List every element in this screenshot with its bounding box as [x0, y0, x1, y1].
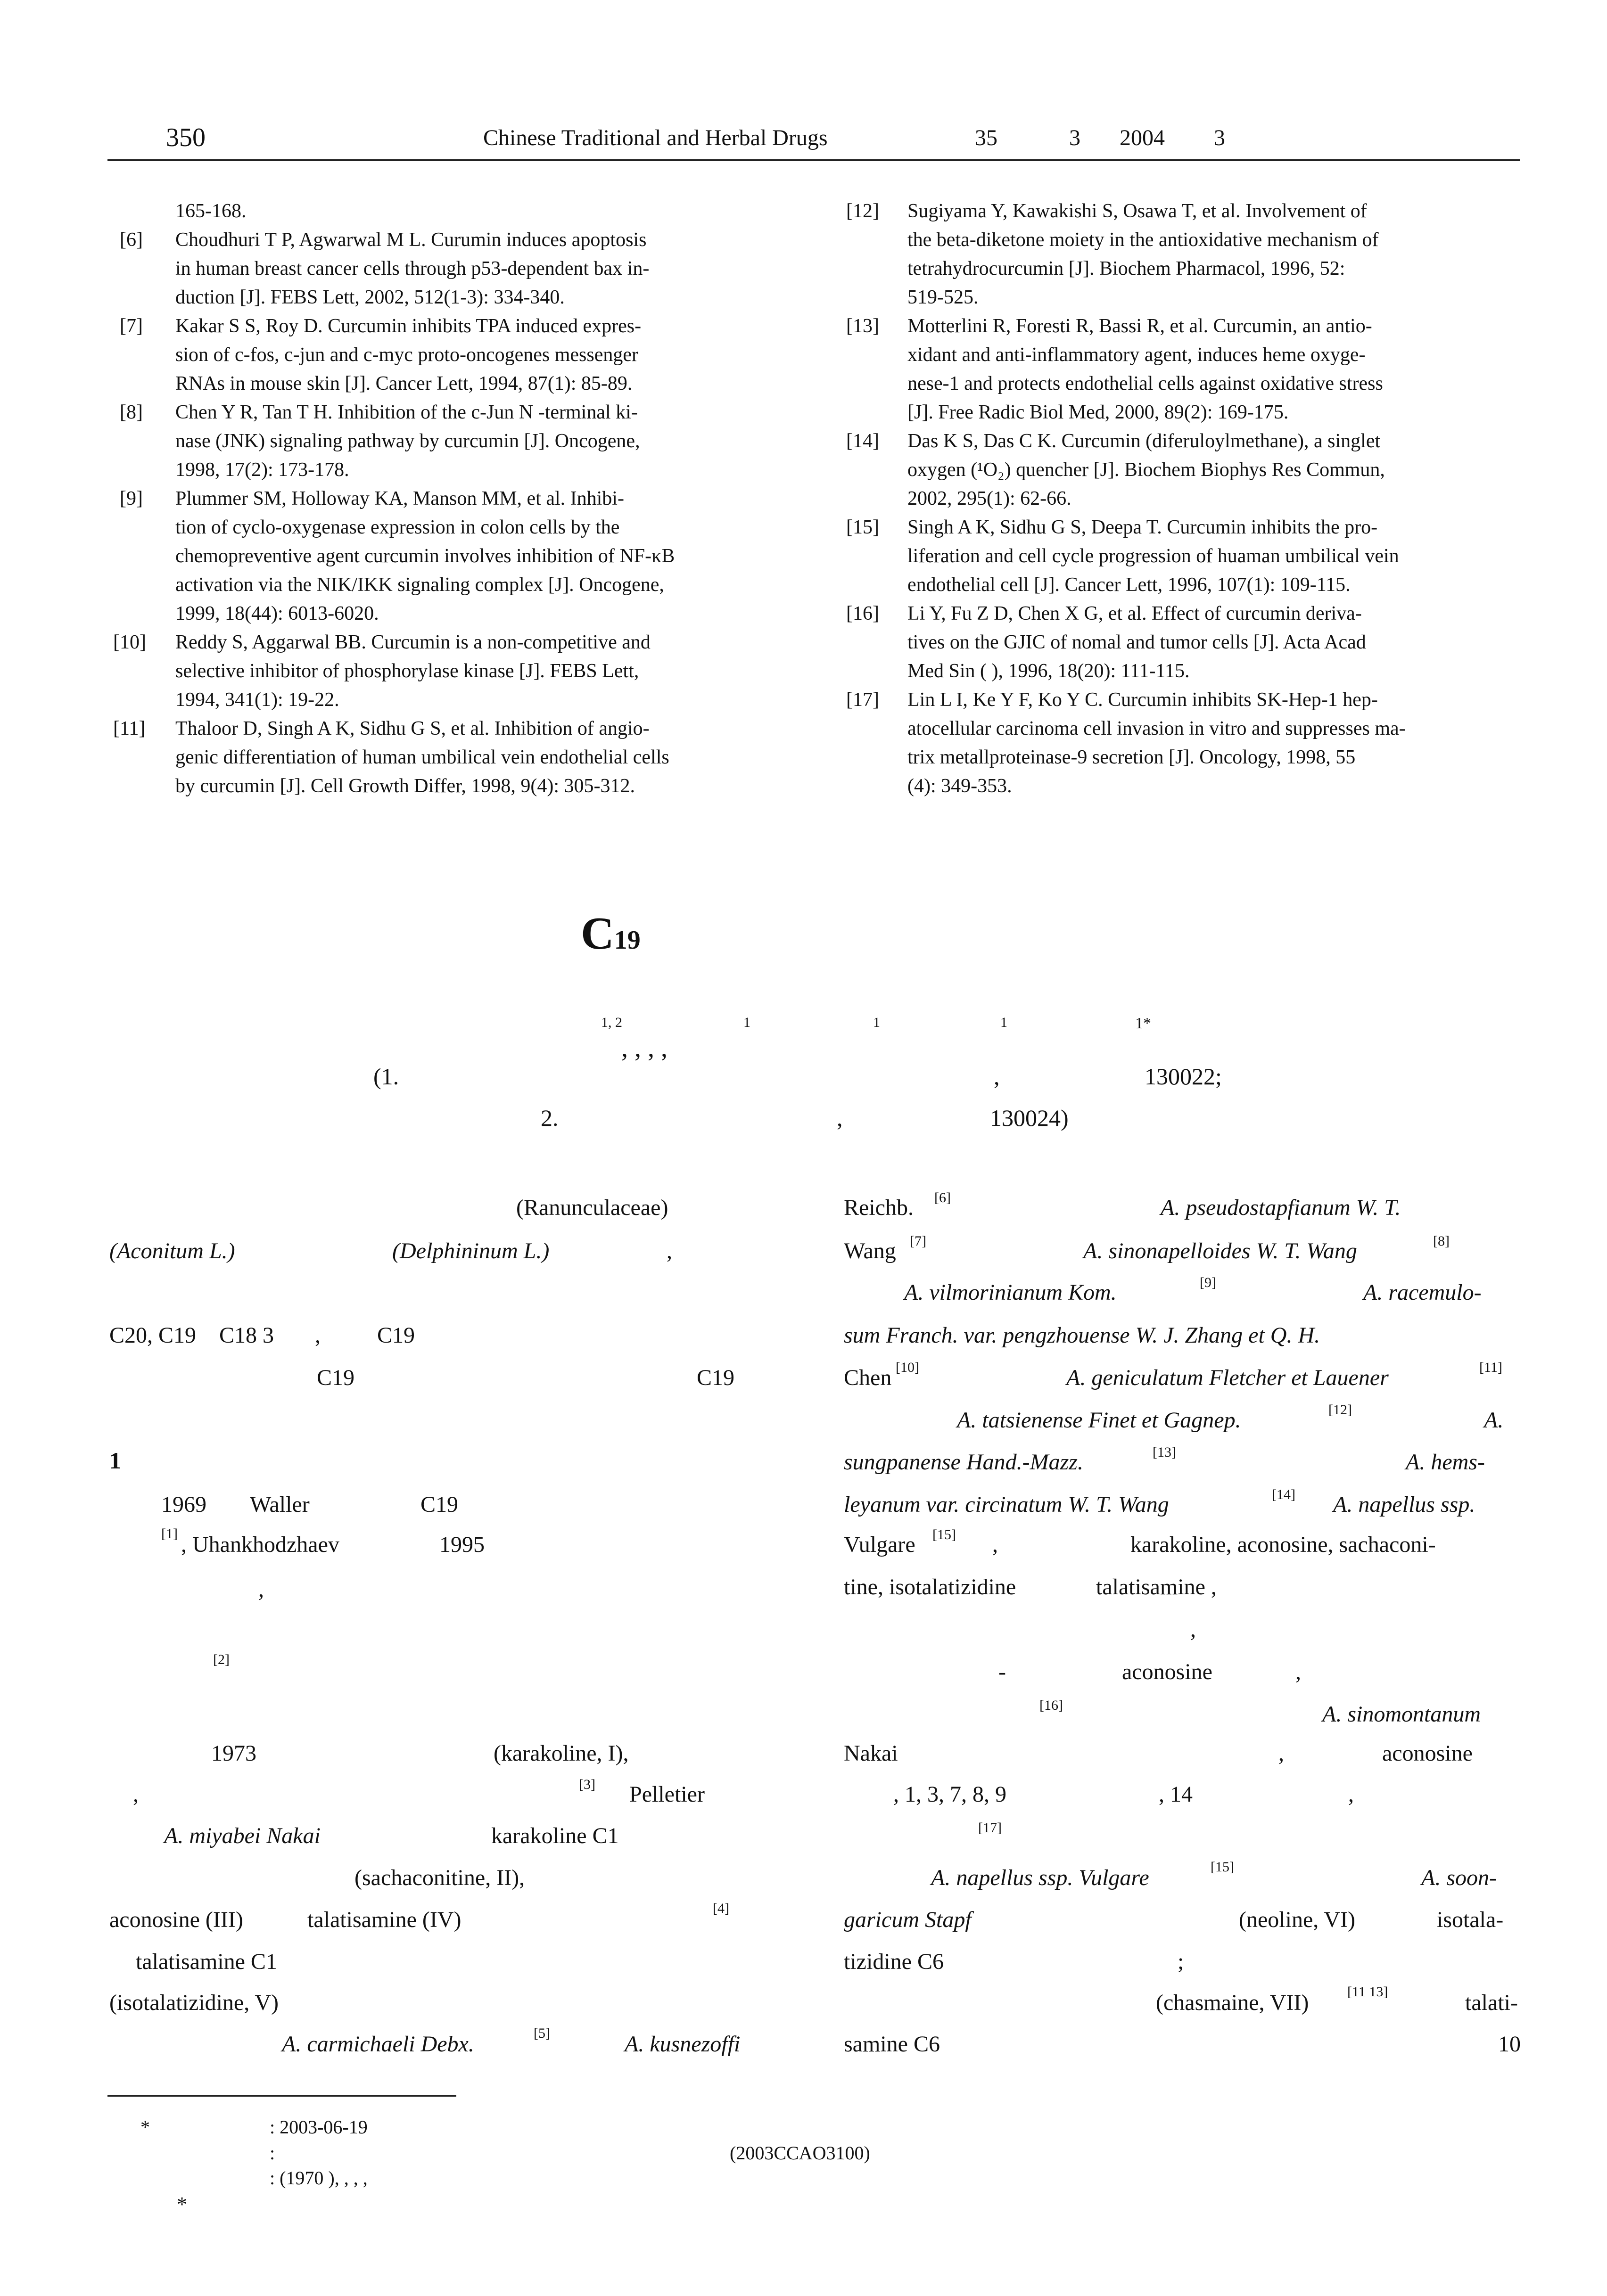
body-text: A. napellus ssp. Vulgare: [931, 1865, 1149, 1890]
citation-mark: [3]: [579, 1777, 595, 1792]
body-text: tizidine C6: [844, 1949, 944, 1974]
footnote-star: *: [140, 2116, 150, 2138]
reference-item: [113, 312, 783, 398]
reference-number: [12]: [846, 200, 879, 222]
author-affiliation-mark: 1*: [1135, 1015, 1151, 1032]
body-text: C19: [697, 1365, 735, 1390]
citation-mark: [11]: [1479, 1360, 1502, 1375]
author-separators: , , , ,: [621, 1033, 668, 1063]
body-text: karakoline, aconosine, sachaconi-: [1130, 1532, 1436, 1557]
citation-mark: [2]: [213, 1652, 230, 1667]
footnote-fund-colon: :: [270, 2142, 275, 2164]
body-text: (isotalatizidine, V): [109, 1990, 279, 2015]
reference-text: Sugiyama Y, Kawakishi S, Osawa T, et al. Involvement of the beta-diketone moiety in the antioxidative mechanism of tetrahydrocurcumin [J]. Biochem Pharmacol, 1996, 52: 519-525.: [907, 200, 1379, 308]
body-text: A. napellus ssp.: [1333, 1492, 1475, 1517]
body-text: A. miyabei Nakai: [164, 1823, 321, 1848]
body-text: A. racemulo-: [1363, 1280, 1482, 1305]
body-text: 1973: [211, 1741, 256, 1766]
body-text: C20, C19: [109, 1323, 197, 1348]
reference-text: Motterlini R, Foresti R, Bassi R, et al. Curcumin, an antio- xidant and anti-inflammatory agent, induces heme oxyge- nese-1 and protects endothelial cells against oxidative stress [J]. Free Radic Biol Med, 2000, 89(2): 169-175.: [907, 315, 1383, 423]
body-text: 10: [1498, 2032, 1521, 2057]
title-main: C: [581, 908, 614, 959]
page-number: 350: [166, 123, 206, 152]
body-text: C18 3: [219, 1323, 274, 1348]
body-text: karakoline C1: [491, 1823, 619, 1848]
reference-text: Lin L I, Ke Y F, Ko Y C. Curcumin inhibits SK-Hep-1 hep- atocellular carcinoma cell invasion in vitro and suppresses ma- trix metallproteinase-9 secretion [J]. Oncology, 1998, 55 (4): 349-353.: [907, 689, 1406, 797]
body-text: Waller: [250, 1492, 310, 1517]
reference-number: [14]: [846, 430, 879, 452]
body-text: A. sinomontanum: [1322, 1702, 1481, 1727]
body-text: aconosine (III): [109, 1907, 243, 1932]
body-text: sum Franch. var. pengzhouense W. J. Zhang et Q. H.: [844, 1323, 1320, 1348]
reference-text: Das K S, Das C K. Curcumin (diferuloylmethane), a singlet oxygen (¹O₂) quencher [J]. Biochem Biophys Res Commun, 2002, 295(1): 62-66.: [907, 430, 1385, 509]
reference-number: [17]: [846, 689, 879, 711]
citation-mark: [8]: [1433, 1233, 1450, 1249]
reference-item: [846, 686, 1521, 801]
reference-text: 165-168.: [175, 200, 247, 222]
citation-mark: [11 13]: [1347, 1984, 1388, 2000]
body-text: isotala-: [1437, 1907, 1504, 1932]
body-text: , Uhankhodzhaev: [181, 1532, 339, 1557]
body-text: sungpanense Hand.-Mazz.: [844, 1450, 1083, 1475]
body-text: (Delphininum L.): [392, 1238, 550, 1263]
body-text: C19: [377, 1323, 415, 1348]
reference-number: [15]: [846, 517, 879, 538]
reference-text: Li Y, Fu Z D, Chen X G, et al. Effect of curcumin deriva- tives on the GJIC of nomal and tumor cells [J]. Acta Acad Med Sin ( ), 1996, 18(20): 111-115.: [907, 603, 1366, 682]
body-text: tine, isotalatizidine: [844, 1574, 1016, 1599]
body-text: talatisamine C1: [136, 1949, 277, 1974]
body-text: A. hems-: [1406, 1450, 1485, 1475]
affiliation-1-comma: ,: [994, 1063, 1000, 1090]
footnote-author-bio: : (1970 ), , , ,: [270, 2167, 368, 2189]
body-text: Chen: [844, 1365, 892, 1390]
reference-item: [113, 197, 783, 226]
body-text: A. pseudostapfianum W. T.: [1161, 1195, 1401, 1220]
body-text: A. soon-: [1421, 1865, 1497, 1890]
citation-mark: [14]: [1272, 1487, 1295, 1502]
journal-title: Chinese Traditional and Herbal Drugs: [483, 125, 828, 150]
header-month: 3: [1214, 125, 1225, 150]
citation-mark: [10]: [896, 1360, 919, 1375]
citation-mark: [15]: [932, 1527, 956, 1542]
reference-text: Choudhuri T P, Agwarwal M L. Curumin induces apoptosis in human breast cancer cells through p53-dependent bax in- duction [J]. FEBS Lett, 2002, 512(1-3): 334-340.: [175, 229, 650, 308]
body-text: A. vilmorinianum Kom.: [904, 1280, 1117, 1305]
citation-mark: [16]: [1039, 1697, 1063, 1713]
reference-item: [113, 398, 783, 484]
body-text: 1969: [161, 1492, 206, 1517]
citation-mark: [12]: [1328, 1402, 1352, 1418]
reference-item: [113, 714, 783, 801]
body-text: talati-: [1465, 1990, 1518, 2015]
body-text: (chasmaine, VII): [1156, 1990, 1309, 2015]
body-text: Nakai: [844, 1741, 898, 1766]
body-text: (neoline, VI): [1239, 1907, 1356, 1932]
reference-number: [16]: [846, 603, 879, 624]
body-text: A. tatsienense Finet et Gagnep.: [957, 1408, 1241, 1433]
reference-item: [846, 599, 1521, 686]
body-text: ,: [1348, 1782, 1354, 1807]
body-text: -: [998, 1659, 1006, 1684]
affiliation-2-postcode: 130024): [990, 1105, 1069, 1131]
body-text: ,: [315, 1323, 321, 1348]
citation-mark: [15]: [1211, 1859, 1234, 1875]
citation-mark: [1]: [161, 1526, 178, 1542]
body-text: Pelletier: [629, 1782, 705, 1807]
body-text: (sachaconitine, II),: [354, 1865, 525, 1890]
body-text: ;: [1178, 1949, 1184, 1974]
body-text: (Ranunculaceae): [516, 1195, 668, 1220]
reference-text: Kakar S S, Roy D. Curcumin inhibits TPA induced expres- sion of c-fos, c-jun and c-myc proto-oncogenes messenger RNAs in mouse skin [J]. Cancer Lett, 1994, 87(1): 85-89.: [175, 315, 642, 394]
affiliation-2-comma: ,: [837, 1105, 843, 1131]
reference-number: [6]: [120, 229, 143, 251]
body-text: C19: [317, 1365, 355, 1390]
footnote-fund-code: (2003CCAO3100): [730, 2142, 870, 2164]
body-text: ,: [1295, 1659, 1301, 1684]
citation-mark: [5]: [534, 2025, 550, 2041]
body-text: A. carmichaeli Debx.: [282, 2032, 474, 2057]
footnote-star: *: [177, 2193, 187, 2216]
citation-mark: [7]: [910, 1233, 926, 1249]
body-text: (Aconitum L.): [109, 1238, 235, 1263]
body-text: aconosine: [1122, 1659, 1212, 1684]
header-year: 2004: [1120, 125, 1165, 150]
author-affiliation-mark: 1, 2: [601, 1015, 622, 1030]
header-volume: 35: [975, 125, 997, 150]
footnote-rule: [107, 2095, 456, 2097]
body-text: A. sinonapelloides W. T. Wang: [1083, 1238, 1357, 1263]
body-text: , 14: [1159, 1782, 1193, 1807]
affiliation-1-open: (1.: [373, 1063, 399, 1090]
body-text: A. geniculatum Fletcher et Lauener: [1066, 1365, 1389, 1390]
body-text: garicum Stapf: [844, 1907, 972, 1932]
reference-item: [113, 484, 783, 628]
reference-item: [113, 628, 783, 714]
body-text: 1995: [439, 1532, 485, 1557]
reference-number: [13]: [846, 315, 879, 337]
body-text: , 1, 3, 7, 8, 9: [893, 1782, 1006, 1807]
body-text: ,: [1278, 1741, 1284, 1766]
body-text: ,: [133, 1782, 139, 1807]
body-text: talatisamine (IV): [307, 1907, 461, 1932]
reference-text: Plummer SM, Holloway KA, Manson MM, et al. Inhibi- tion of cyclo-oxygenase expression in colon cells by the chemopreventive agent curcumin involves inhibition of NF-κB activation via the NIK/IKK signaling complex [J]. Oncogene, 1999, 18(44): 6013-6020.: [175, 488, 675, 624]
reference-item: [113, 226, 783, 312]
title-subscript: 19: [614, 926, 641, 955]
citation-mark: [13]: [1153, 1444, 1176, 1460]
reference-text: Singh A K, Sidhu G S, Deepa T. Curcumin inhibits the pro- liferation and cell cycle progression of huaman umbilical vein endothelial cell [J]. Cancer Lett, 1996, 107(1): 109-115.: [907, 517, 1399, 596]
reference-number: [8]: [120, 402, 143, 423]
citation-mark: [9]: [1200, 1275, 1216, 1290]
affiliation-2-number: 2.: [541, 1105, 559, 1131]
reference-number: [10]: [113, 631, 146, 653]
reference-text: Thaloor D, Singh A K, Sidhu G S, et al. Inhibition of angio- genic differentiation of human umbilical vein endothelial cells by curcumin [J]. Cell Growth Differ, 1998, 9(4): 305-312.: [175, 718, 669, 797]
body-text: Vulgare: [844, 1532, 915, 1557]
body-text: ,: [1190, 1617, 1196, 1642]
affiliation-1-postcode: 130022;: [1145, 1063, 1222, 1090]
body-text: ,: [992, 1532, 998, 1557]
reference-item: [846, 427, 1521, 513]
reference-text: Chen Y R, Tan T H. Inhibition of the c-Jun N -terminal ki- nase (JNK) signaling pathway by curcumin [J]. Oncogene, 1998, 17(2): 173-178.: [175, 402, 640, 481]
author-affiliation-mark: 1: [1000, 1015, 1007, 1030]
reference-number: [11]: [113, 718, 146, 739]
body-text: A. kusnezoffi: [625, 2032, 741, 2057]
body-text: A.: [1484, 1408, 1504, 1433]
author-affiliation-mark: 1: [873, 1015, 880, 1030]
citation-mark: [4]: [713, 1901, 729, 1916]
body-text: leyanum var. circinatum W. T. Wang: [844, 1492, 1169, 1517]
reference-item: [846, 312, 1521, 427]
citation-mark: [17]: [978, 1820, 1002, 1836]
body-text: (karakoline, I),: [494, 1741, 629, 1766]
article-title: [581, 907, 641, 960]
section-heading-1: 1: [109, 1447, 121, 1474]
header-issue: 3: [1069, 125, 1080, 150]
body-text: Wang: [844, 1238, 896, 1263]
reference-item: [846, 513, 1521, 599]
body-text: talatisamine ,: [1096, 1574, 1217, 1599]
reference-number: [9]: [120, 488, 143, 509]
body-text: ,: [667, 1238, 672, 1263]
body-text: ,: [258, 1577, 264, 1602]
reference-item: [846, 197, 1521, 312]
citation-mark: [6]: [934, 1190, 951, 1205]
header-rule: [107, 159, 1520, 161]
reference-number: [7]: [120, 315, 143, 337]
body-text: Reichb.: [844, 1195, 914, 1220]
body-text: samine C6: [844, 2032, 940, 2057]
author-affiliation-mark: 1: [743, 1015, 750, 1030]
body-text: C19: [420, 1492, 459, 1517]
footnote-received: : 2003-06-19: [270, 2116, 368, 2138]
body-text: aconosine: [1382, 1741, 1473, 1766]
reference-text: Reddy S, Aggarwal BB. Curcumin is a non-competitive and selective inhibitor of phosphorylase kinase [J]. FEBS Lett, 1994, 341(1): 19-22.: [175, 631, 651, 711]
